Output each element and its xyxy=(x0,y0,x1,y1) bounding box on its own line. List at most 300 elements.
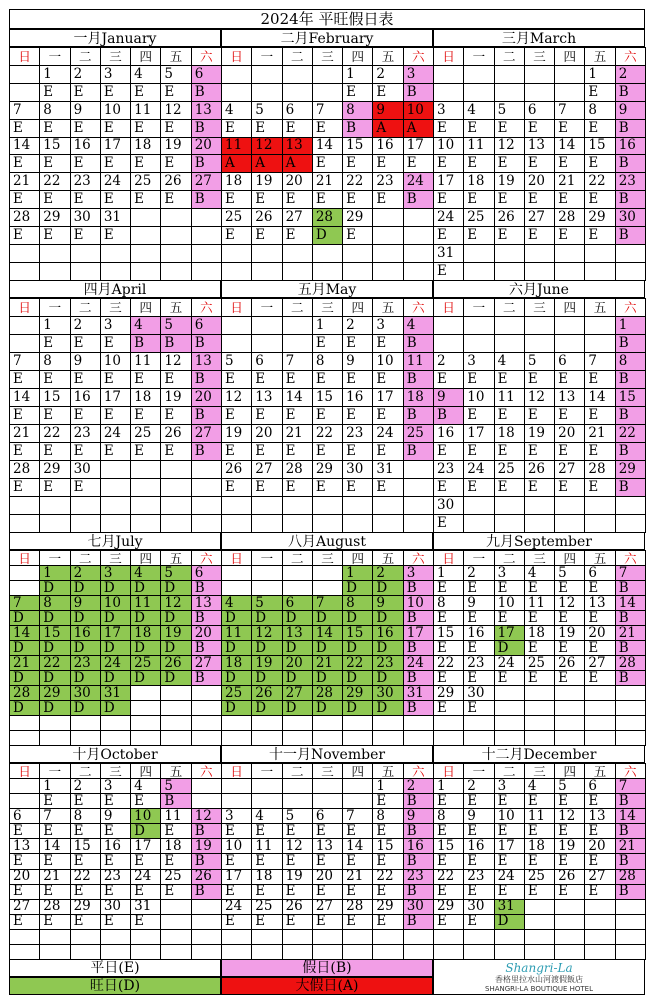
day-number-cell: 26 xyxy=(252,209,282,227)
day-number-cell xyxy=(252,244,282,262)
month-block xyxy=(221,745,433,959)
day-code-cell xyxy=(222,731,252,746)
day-number-cell: 23 xyxy=(434,461,464,479)
day-code-cell: D xyxy=(312,227,342,245)
day-number-cell xyxy=(252,566,282,581)
day-code-cell xyxy=(161,262,191,280)
day-number-cell: 22 xyxy=(40,656,70,671)
day-number-cell: 16 xyxy=(464,839,494,854)
day-number-cell: 10 xyxy=(100,353,130,371)
weekday-header: 三 xyxy=(524,551,554,566)
day-code-cell: E xyxy=(434,611,464,626)
day-number-cell: 31 xyxy=(100,209,130,227)
weekday-header: 一 xyxy=(464,48,494,66)
day-code-cell: E xyxy=(312,155,342,173)
day-number-cell: 26 xyxy=(282,899,312,914)
month-block xyxy=(9,745,221,959)
day-number-cell: 2 xyxy=(70,317,100,335)
day-number-cell xyxy=(161,716,191,731)
day-number-cell xyxy=(252,65,282,83)
day-number-cell: 18 xyxy=(524,626,554,641)
day-code-cell xyxy=(494,262,524,280)
day-code-cell: E xyxy=(282,119,312,137)
weekday-header: 四 xyxy=(343,48,373,66)
weekday-header: 二 xyxy=(494,551,524,566)
weekday-header: 五 xyxy=(161,764,191,779)
day-code-cell: B xyxy=(191,371,221,389)
day-number-cell xyxy=(555,899,585,914)
day-number-cell: 8 xyxy=(615,353,645,371)
day-number-cell: 28 xyxy=(40,899,70,914)
day-number-cell xyxy=(494,317,524,335)
day-code-cell: E xyxy=(343,335,373,353)
day-number-cell: 13 xyxy=(555,389,585,407)
day-code-cell: B xyxy=(615,83,645,101)
day-code-cell: E xyxy=(434,701,464,716)
day-number-cell xyxy=(494,929,524,944)
day-code-cell xyxy=(585,944,615,959)
day-number-cell xyxy=(191,899,221,914)
day-code-cell: B xyxy=(191,611,221,626)
day-number-cell xyxy=(10,716,40,731)
day-number-cell xyxy=(524,244,554,262)
day-number-cell: 4 xyxy=(222,596,252,611)
weekday-header: 五 xyxy=(373,764,403,779)
day-number-cell xyxy=(494,497,524,515)
day-code-cell: E xyxy=(161,155,191,173)
day-number-cell: 14 xyxy=(10,626,40,641)
day-number-cell xyxy=(161,899,191,914)
day-code-cell xyxy=(524,731,554,746)
day-code-cell: B xyxy=(403,794,433,809)
day-code-cell: B xyxy=(191,884,221,899)
day-number-cell: 15 xyxy=(343,137,373,155)
day-code-cell: D xyxy=(100,701,130,716)
day-number-cell xyxy=(464,317,494,335)
day-number-cell: 31 xyxy=(100,686,130,701)
day-code-cell xyxy=(10,515,40,533)
day-code-cell: E xyxy=(70,794,100,809)
day-number-cell: 26 xyxy=(494,209,524,227)
day-number-cell: 25 xyxy=(222,209,252,227)
day-code-cell: E xyxy=(464,119,494,137)
day-number-cell: 29 xyxy=(40,461,70,479)
day-code-cell: E xyxy=(252,854,282,869)
day-code-cell xyxy=(191,794,221,809)
day-number-cell: 29 xyxy=(312,461,342,479)
day-code-cell: E xyxy=(40,371,70,389)
day-number-cell: 27 xyxy=(282,209,312,227)
day-number-cell: 28 xyxy=(282,461,312,479)
day-number-cell: 12 xyxy=(555,809,585,824)
day-code-cell: E xyxy=(252,227,282,245)
day-code-cell xyxy=(343,794,373,809)
day-number-cell: 23 xyxy=(615,173,645,191)
day-code-cell: E xyxy=(464,581,494,596)
day-number-cell xyxy=(100,929,130,944)
day-code-cell: E xyxy=(161,854,191,869)
day-number-cell: 20 xyxy=(585,839,615,854)
day-number-cell: 19 xyxy=(161,626,191,641)
day-code-cell: E xyxy=(373,479,403,497)
day-code-cell xyxy=(252,335,282,353)
day-number-cell: 16 xyxy=(70,137,100,155)
weekday-header: 日 xyxy=(10,299,40,317)
day-code-cell: E xyxy=(161,83,191,101)
day-code-cell: E xyxy=(494,824,524,839)
day-code-cell: E xyxy=(10,479,40,497)
day-number-cell: 14 xyxy=(40,839,70,854)
day-code-cell: E xyxy=(585,83,615,101)
day-code-cell: E xyxy=(252,443,282,461)
day-code-cell: D xyxy=(131,611,161,626)
day-code-cell: E xyxy=(40,824,70,839)
day-code-cell xyxy=(100,731,130,746)
day-code-cell: E xyxy=(252,824,282,839)
day-number-cell: 5 xyxy=(161,566,191,581)
day-number-cell: 13 xyxy=(282,137,312,155)
day-number-cell xyxy=(403,716,433,731)
day-code-cell: D xyxy=(40,611,70,626)
day-code-cell: E xyxy=(252,884,282,899)
day-number-cell: 25 xyxy=(131,656,161,671)
day-code-cell: E xyxy=(40,155,70,173)
day-number-cell: 2 xyxy=(70,566,100,581)
day-number-cell: 3 xyxy=(100,317,130,335)
day-code-cell: E xyxy=(343,371,373,389)
month-block xyxy=(221,532,433,745)
day-code-cell: B xyxy=(403,854,433,869)
weekday-header: 六 xyxy=(615,299,645,317)
day-number-cell: 27 xyxy=(191,173,221,191)
day-code-cell xyxy=(282,335,312,353)
day-code-cell: E xyxy=(494,581,524,596)
day-code-cell: E xyxy=(312,335,342,353)
day-code-cell xyxy=(343,731,373,746)
day-number-cell: 24 xyxy=(131,869,161,884)
day-number-cell: 8 xyxy=(343,101,373,119)
day-code-cell: E xyxy=(585,581,615,596)
day-number-cell xyxy=(100,497,130,515)
day-code-cell: E xyxy=(252,119,282,137)
day-code-cell: E xyxy=(524,407,554,425)
day-code-cell: E xyxy=(70,335,100,353)
day-number-cell: 2 xyxy=(70,779,100,794)
day-code-cell: E xyxy=(555,155,585,173)
day-code-cell xyxy=(524,83,554,101)
day-number-cell: 23 xyxy=(70,425,100,443)
day-code-cell: E xyxy=(10,227,40,245)
day-number-cell: 4 xyxy=(403,317,433,335)
day-number-cell xyxy=(585,317,615,335)
day-code-cell xyxy=(191,731,221,746)
day-code-cell: E xyxy=(494,371,524,389)
day-number-cell: 15 xyxy=(40,137,70,155)
day-number-cell: 10 xyxy=(100,596,130,611)
day-number-cell xyxy=(434,65,464,83)
day-number-cell: 18 xyxy=(494,425,524,443)
day-code-cell xyxy=(494,83,524,101)
day-code-cell: E xyxy=(131,854,161,869)
day-code-cell: B xyxy=(191,854,221,869)
day-number-cell: 19 xyxy=(555,839,585,854)
day-number-cell: 17 xyxy=(403,626,433,641)
day-number-cell: 6 xyxy=(524,101,554,119)
day-number-cell xyxy=(222,244,252,262)
day-number-cell: 21 xyxy=(615,626,645,641)
day-code-cell xyxy=(282,515,312,533)
day-number-cell: 3 xyxy=(403,566,433,581)
day-code-cell: B xyxy=(434,407,464,425)
day-code-cell: D xyxy=(131,641,161,656)
day-code-cell: D xyxy=(131,581,161,596)
day-code-cell: D xyxy=(10,671,40,686)
day-code-cell: D xyxy=(373,701,403,716)
day-number-cell: 1 xyxy=(343,65,373,83)
day-number-cell xyxy=(403,244,433,262)
day-number-cell: 17 xyxy=(222,869,252,884)
day-number-cell: 3 xyxy=(100,65,130,83)
hotel-logo xyxy=(433,959,645,995)
day-number-cell xyxy=(585,497,615,515)
weekday-header: 二 xyxy=(494,299,524,317)
day-code-cell: B xyxy=(191,83,221,101)
day-code-cell: D xyxy=(161,641,191,656)
day-number-cell: 20 xyxy=(524,173,554,191)
day-code-cell: E xyxy=(524,611,554,626)
day-number-cell: 2 xyxy=(464,779,494,794)
day-number-cell: 2 xyxy=(343,317,373,335)
day-code-cell xyxy=(555,944,585,959)
day-number-cell: 24 xyxy=(100,173,130,191)
day-number-cell xyxy=(343,244,373,262)
day-code-cell: B xyxy=(403,641,433,656)
day-code-cell: D xyxy=(343,611,373,626)
day-code-cell: E xyxy=(131,914,161,929)
day-number-cell: 18 xyxy=(222,656,252,671)
month-title: 四月April xyxy=(9,280,221,298)
day-number-cell xyxy=(403,209,433,227)
day-code-cell: E xyxy=(70,443,100,461)
day-number-cell: 17 xyxy=(100,389,130,407)
day-number-cell: 20 xyxy=(282,173,312,191)
day-code-cell xyxy=(100,479,130,497)
day-number-cell: 21 xyxy=(312,656,342,671)
day-code-cell xyxy=(585,914,615,929)
day-code-cell: E xyxy=(131,191,161,209)
day-number-cell: 2 xyxy=(434,353,464,371)
day-code-cell: E xyxy=(434,371,464,389)
day-code-cell xyxy=(464,335,494,353)
day-code-cell: B xyxy=(403,371,433,389)
day-code-cell: E xyxy=(343,191,373,209)
day-code-cell: B xyxy=(615,824,645,839)
month-title: 十月October xyxy=(9,745,221,763)
weekday-header: 四 xyxy=(131,299,161,317)
weekday-header: 六 xyxy=(403,551,433,566)
day-number-cell: 2 xyxy=(70,65,100,83)
day-number-cell xyxy=(10,497,40,515)
day-code-cell: D xyxy=(373,641,403,656)
day-number-cell: 13 xyxy=(524,137,554,155)
day-number-cell xyxy=(131,686,161,701)
day-code-cell: A xyxy=(403,119,433,137)
day-number-cell: 8 xyxy=(40,101,70,119)
weekday-header: 日 xyxy=(222,48,252,66)
weekday-header: 一 xyxy=(464,299,494,317)
day-number-cell: 3 xyxy=(494,566,524,581)
legend-normal: 平日(E) xyxy=(9,959,221,977)
day-code-cell: E xyxy=(100,824,130,839)
day-number-cell: 23 xyxy=(70,656,100,671)
day-code-cell: E xyxy=(524,191,554,209)
day-code-cell: E xyxy=(70,227,100,245)
day-code-cell xyxy=(373,944,403,959)
day-number-cell: 31 xyxy=(373,461,403,479)
day-code-cell xyxy=(434,731,464,746)
day-code-cell: B xyxy=(615,884,645,899)
day-number-cell xyxy=(343,929,373,944)
day-number-cell: 9 xyxy=(615,101,645,119)
month-grid xyxy=(221,47,434,281)
day-number-cell xyxy=(373,716,403,731)
day-number-cell xyxy=(615,716,645,731)
day-number-cell: 9 xyxy=(100,809,130,824)
day-code-cell: E xyxy=(524,884,554,899)
day-code-cell xyxy=(252,83,282,101)
day-number-cell xyxy=(312,244,342,262)
day-number-cell: 11 xyxy=(161,809,191,824)
day-number-cell: 14 xyxy=(615,596,645,611)
day-number-cell: 10 xyxy=(373,353,403,371)
day-number-cell: 21 xyxy=(10,425,40,443)
day-code-cell xyxy=(70,262,100,280)
day-code-cell: E xyxy=(373,854,403,869)
weekday-header: 三 xyxy=(312,48,342,66)
day-code-cell xyxy=(312,944,342,959)
day-code-cell: E xyxy=(131,443,161,461)
day-code-cell xyxy=(524,262,554,280)
day-number-cell: 15 xyxy=(70,839,100,854)
day-code-cell: E xyxy=(40,479,70,497)
day-number-cell: 5 xyxy=(161,317,191,335)
day-code-cell: E xyxy=(585,155,615,173)
day-code-cell: B xyxy=(191,824,221,839)
day-code-cell: B xyxy=(615,479,645,497)
day-number-cell: 15 xyxy=(585,137,615,155)
day-code-cell: E xyxy=(282,824,312,839)
day-code-cell: E xyxy=(434,479,464,497)
day-code-cell: E xyxy=(434,227,464,245)
day-code-cell: E xyxy=(282,371,312,389)
day-number-cell: 10 xyxy=(222,839,252,854)
day-number-cell: 29 xyxy=(434,686,464,701)
day-code-cell: E xyxy=(312,479,342,497)
day-code-cell: D xyxy=(10,701,40,716)
day-number-cell: 13 xyxy=(282,626,312,641)
day-number-cell: 18 xyxy=(222,173,252,191)
day-code-cell xyxy=(403,944,433,959)
day-number-cell: 25 xyxy=(464,209,494,227)
weekday-header: 日 xyxy=(10,48,40,66)
day-code-cell: E xyxy=(373,824,403,839)
day-code-cell: E xyxy=(40,227,70,245)
weekday-header: 六 xyxy=(403,764,433,779)
day-code-cell: E xyxy=(222,371,252,389)
day-number-cell: 28 xyxy=(312,209,342,227)
weekday-header: 一 xyxy=(252,48,282,66)
day-number-cell: 4 xyxy=(222,101,252,119)
day-code-cell: D xyxy=(282,701,312,716)
day-code-cell: E xyxy=(70,371,100,389)
day-number-cell: 12 xyxy=(494,137,524,155)
day-number-cell: 6 xyxy=(252,353,282,371)
day-code-cell: B xyxy=(191,443,221,461)
day-number-cell: 27 xyxy=(312,899,342,914)
day-code-cell: E xyxy=(373,335,403,353)
day-number-cell: 5 xyxy=(161,779,191,794)
day-number-cell: 4 xyxy=(524,779,554,794)
day-code-cell: E xyxy=(585,443,615,461)
day-number-cell xyxy=(131,929,161,944)
day-number-cell: 21 xyxy=(585,425,615,443)
day-number-cell xyxy=(40,929,70,944)
day-number-cell xyxy=(131,716,161,731)
day-number-cell: 25 xyxy=(494,461,524,479)
day-number-cell: 1 xyxy=(312,317,342,335)
weekday-header: 三 xyxy=(312,764,342,779)
day-number-cell xyxy=(282,65,312,83)
day-number-cell: 16 xyxy=(615,137,645,155)
day-number-cell xyxy=(40,716,70,731)
day-code-cell: E xyxy=(312,371,342,389)
day-number-cell: 11 xyxy=(524,809,554,824)
month-block xyxy=(433,532,645,745)
day-number-cell: 17 xyxy=(403,137,433,155)
day-number-cell xyxy=(403,497,433,515)
day-code-cell xyxy=(222,944,252,959)
day-number-cell: 11 xyxy=(403,353,433,371)
day-code-cell xyxy=(252,731,282,746)
day-number-cell: 17 xyxy=(464,425,494,443)
day-number-cell: 9 xyxy=(464,809,494,824)
day-number-cell: 12 xyxy=(524,389,554,407)
month-block xyxy=(9,532,221,745)
day-number-cell: 21 xyxy=(615,839,645,854)
day-code-cell: E xyxy=(343,155,373,173)
day-code-cell: E xyxy=(494,671,524,686)
day-number-cell: 14 xyxy=(10,137,40,155)
weekday-header: 一 xyxy=(464,551,494,566)
day-code-cell xyxy=(282,794,312,809)
day-code-cell: B xyxy=(615,641,645,656)
day-code-cell: E xyxy=(494,191,524,209)
day-code-cell: E xyxy=(464,479,494,497)
day-number-cell: 22 xyxy=(70,869,100,884)
day-number-cell: 28 xyxy=(615,869,645,884)
day-number-cell xyxy=(312,566,342,581)
day-number-cell: 15 xyxy=(312,389,342,407)
month-title: 五月May xyxy=(221,280,433,298)
day-number-cell: 14 xyxy=(10,389,40,407)
day-code-cell xyxy=(464,262,494,280)
day-number-cell: 7 xyxy=(10,101,40,119)
day-code-cell: E xyxy=(70,854,100,869)
weekday-header: 六 xyxy=(615,48,645,66)
day-code-cell: B xyxy=(191,119,221,137)
day-number-cell: 18 xyxy=(131,389,161,407)
weekday-header: 六 xyxy=(191,299,221,317)
